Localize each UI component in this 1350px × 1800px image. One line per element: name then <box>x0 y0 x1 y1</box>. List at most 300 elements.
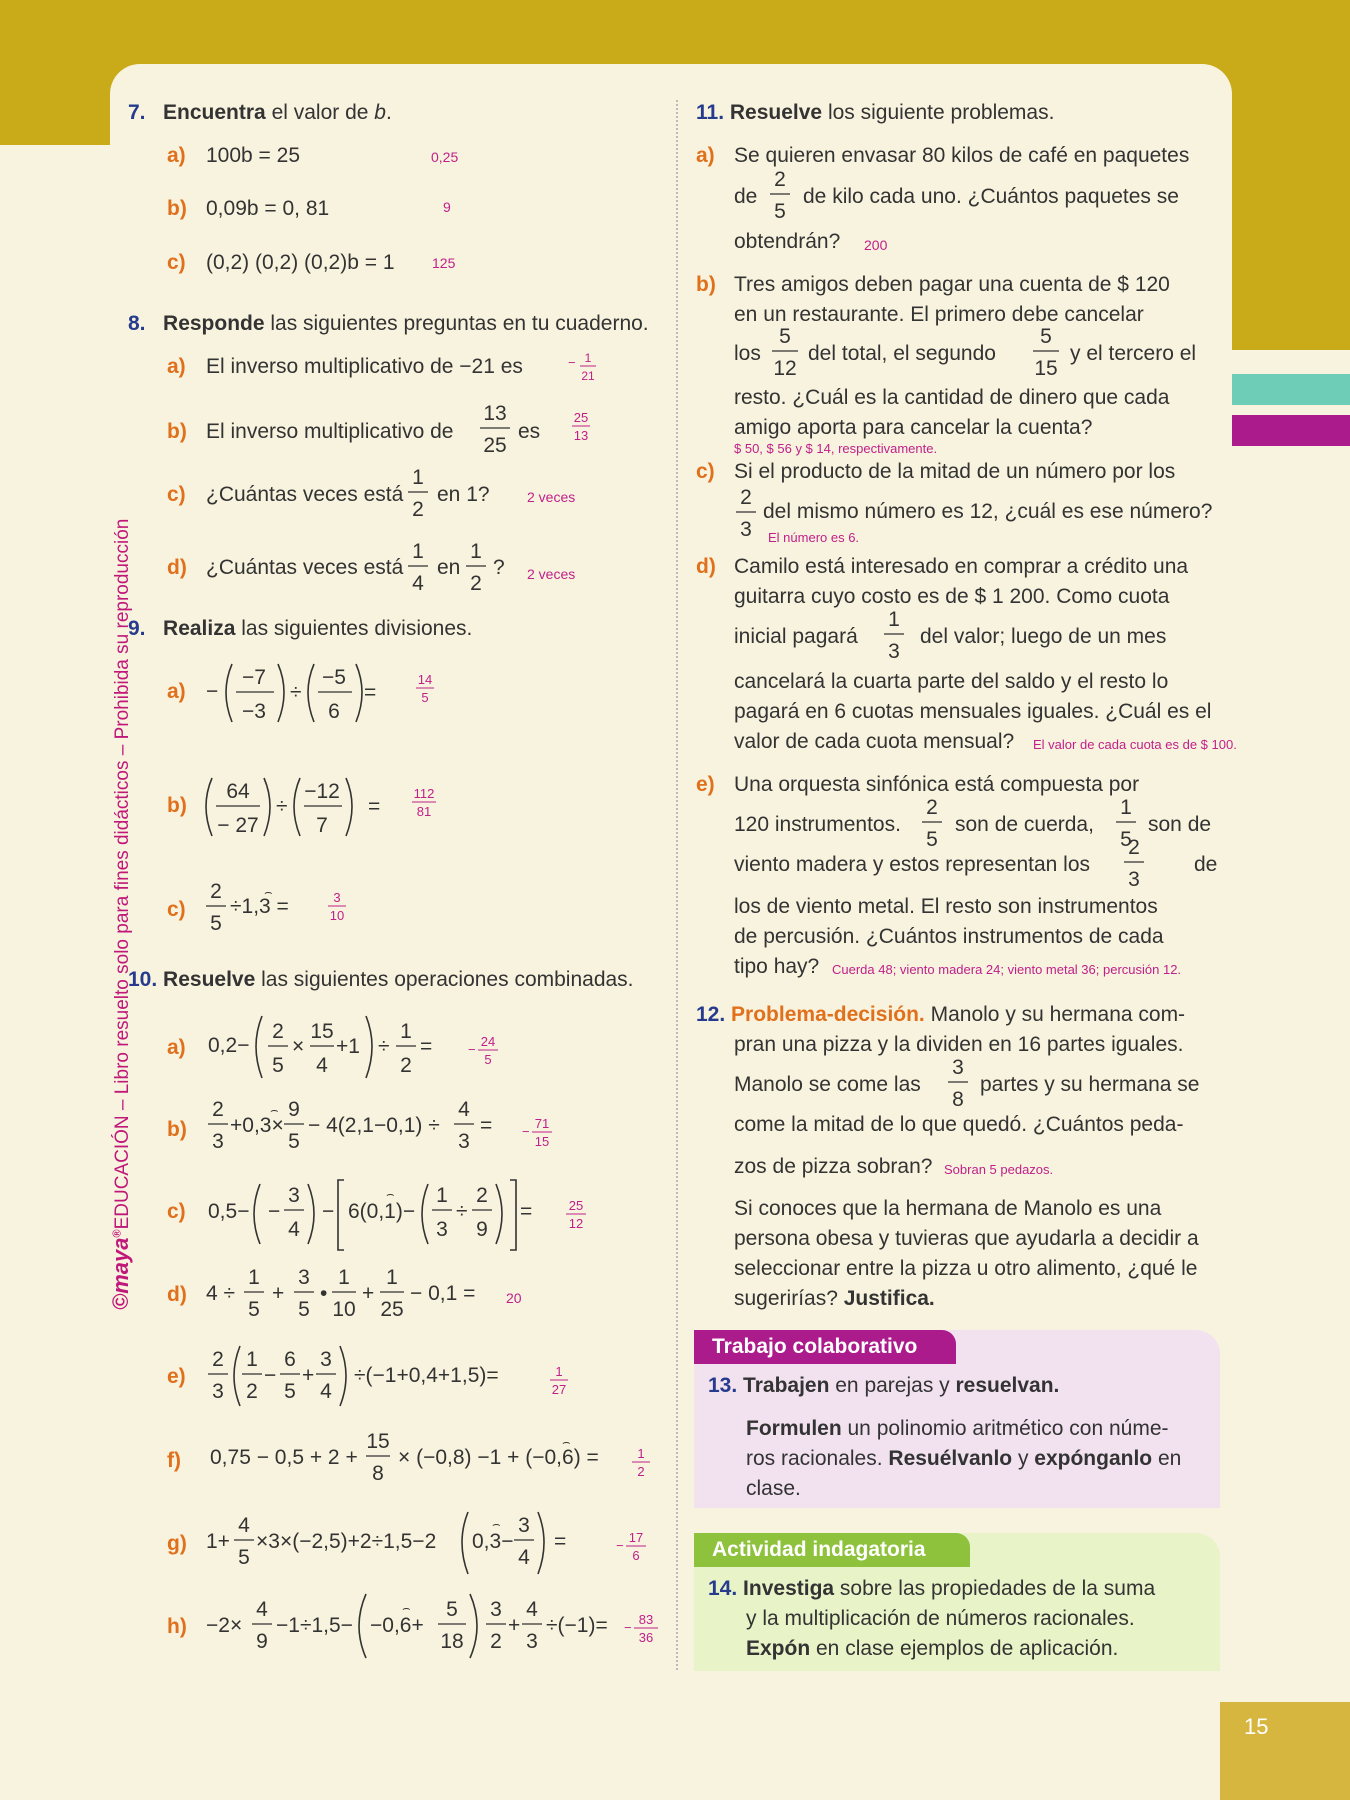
q10e-letter: e) <box>167 1365 186 1388</box>
q12-p2-line3: seleccionar entre la pizza u otro alimento, ¿qué le <box>734 1257 1198 1280</box>
svg-text:8: 8 <box>372 1462 384 1485</box>
q11e-line5: de percusión. ¿Cuántos instrumentos de cada <box>734 925 1164 948</box>
svg-text:5: 5 <box>446 1598 458 1621</box>
q11a-line3: obtendrán? <box>734 230 841 253</box>
q8d-answer: 2 veces <box>527 566 576 582</box>
svg-text:⌢: ⌢ <box>402 1600 411 1615</box>
q11d-line4: cancelará la cuarta parte del saldo y el resto lo <box>734 670 1169 693</box>
q10a-letter: a) <box>167 1036 186 1059</box>
svg-text:+: + <box>302 1364 315 1387</box>
q8c-answer: 2 veces <box>527 489 576 505</box>
svg-text:+: + <box>508 1614 521 1637</box>
q11c-line1: Si el producto de la mitad de un número por los <box>734 460 1176 483</box>
q10h-letter: h) <box>167 1615 187 1638</box>
q7a-answer: 0,25 <box>431 149 459 165</box>
q12-p2-line1: Si conoces que la hermana de Manolo es una <box>734 1197 1162 1220</box>
q8c-pre: ¿Cuántas veces está <box>206 483 404 506</box>
q9c-letter: c) <box>167 898 186 921</box>
svg-text:6: 6 <box>284 1348 296 1371</box>
svg-text:1: 1 <box>338 1266 350 1289</box>
q7c-expression: (0,2) (0,2) (0,2)b = 1 <box>206 251 395 274</box>
svg-text:18: 18 <box>440 1630 464 1653</box>
q11a-fraction <box>768 164 792 226</box>
svg-text:3: 3 <box>952 1056 964 1079</box>
svg-text:2: 2 <box>212 1348 224 1371</box>
q11c-fraction <box>734 482 758 544</box>
q11e-line3b: de <box>1194 853 1218 876</box>
q9-heading: 9. Realiza las siguientes divisiones. <box>128 617 473 640</box>
svg-text:⌢: ⌢ <box>386 1186 395 1201</box>
q11d-fraction <box>882 604 906 666</box>
svg-text:1: 1 <box>248 1266 260 1289</box>
q8d-post: ? <box>493 556 505 579</box>
q11e-fraction3 <box>1122 832 1146 894</box>
q10c-expression <box>206 1174 546 1254</box>
q8d-fraction1 <box>406 536 430 598</box>
svg-text:÷: ÷ <box>456 1200 468 1223</box>
svg-text:3: 3 <box>320 1348 332 1371</box>
q10h-expression <box>206 1588 626 1664</box>
q10b-expression <box>206 1094 506 1166</box>
svg-text:7: 7 <box>316 814 328 837</box>
svg-text:− 27: − 27 <box>217 814 259 837</box>
q12-answer: Sobran 5 pedazos. <box>944 1162 1054 1177</box>
svg-text:5: 5 <box>272 1054 284 1077</box>
q8b-fraction <box>478 398 512 460</box>
svg-text:6: 6 <box>632 1548 640 1563</box>
q12-line2: pran una pizza y la dividen en 16 partes iguales. <box>734 1033 1184 1056</box>
q11b-fraction1 <box>770 321 800 383</box>
svg-text:5: 5 <box>1120 828 1132 851</box>
q11c-letter: c) <box>696 460 715 483</box>
svg-text:27: 27 <box>551 1382 567 1397</box>
svg-text:÷: ÷ <box>378 1035 390 1058</box>
svg-text:6: 6 <box>328 700 340 723</box>
svg-text:13: 13 <box>573 428 589 443</box>
svg-text:25: 25 <box>573 410 589 425</box>
svg-text:81: 81 <box>416 804 432 819</box>
svg-text:3: 3 <box>212 1380 224 1403</box>
svg-text:4: 4 <box>238 1514 250 1537</box>
q11d-line2: guitarra cuyo costo es de $ 1 200. Como cuota <box>734 585 1170 608</box>
svg-text:3: 3 <box>526 1630 538 1653</box>
q11a-answer: 200 <box>864 237 888 253</box>
svg-text:÷(−1)=: ÷(−1)= <box>546 1614 608 1637</box>
svg-text:−3: −3 <box>242 700 266 723</box>
svg-text:5: 5 <box>926 828 938 851</box>
q8c-letter: c) <box>167 483 186 506</box>
q8b-letter: b) <box>167 420 187 443</box>
q10h-answer <box>622 1610 666 1650</box>
svg-text:1: 1 <box>470 540 482 563</box>
q12-line1: 12. Problema-decisión. Manolo y su hermana com- <box>696 1003 1186 1026</box>
q11e-line4: los de viento metal. El resto son instrumentos <box>734 895 1158 918</box>
q11e-answer: Cuerda 48; viento madera 24; viento metal 36; percusión 12. <box>832 962 1182 977</box>
q11b-fraction2 <box>1031 321 1061 383</box>
q12-fraction <box>946 1052 970 1114</box>
q10d-letter: d) <box>167 1283 187 1306</box>
q11e-fraction1 <box>920 792 944 854</box>
q10f-expression <box>210 1424 620 1494</box>
svg-text:2: 2 <box>400 1054 412 1077</box>
left-margin <box>0 145 110 1800</box>
svg-text:=: = <box>520 1200 533 1223</box>
svg-text:× (−0,8) −1 + (−0,6) =: × (−0,8) −1 + (−0,6) = <box>398 1446 599 1469</box>
q10g-letter: g) <box>167 1532 187 1555</box>
q14-line1: 14. Investiga sobre las propiedades de la suma <box>708 1577 1156 1600</box>
svg-text:−: − <box>322 1200 335 1223</box>
svg-text:−: − <box>624 1620 632 1635</box>
q11d-line3a: inicial pagará <box>734 625 858 648</box>
svg-text:=: = <box>554 1530 567 1553</box>
q13-line1: 13. Trabajen en parejas y resuelvan. <box>708 1374 1060 1397</box>
svg-text:8: 8 <box>952 1088 964 1111</box>
q11e-line2c: son de <box>1148 813 1212 836</box>
svg-text:4: 4 <box>458 1098 470 1121</box>
svg-text:1: 1 <box>386 1266 398 1289</box>
svg-text:2: 2 <box>412 498 424 521</box>
q11b-line4: resto. ¿Cuál es la cantidad de dinero que cada <box>734 386 1170 409</box>
svg-text:15: 15 <box>310 1020 334 1043</box>
q9a-expression <box>204 656 384 728</box>
q9a-letter: a) <box>167 680 186 703</box>
svg-text:1: 1 <box>555 1364 563 1379</box>
q10g-answer <box>614 1528 654 1568</box>
q8d-letter: d) <box>167 556 187 579</box>
q11e-letter: e) <box>696 773 715 796</box>
q7b-answer: 9 <box>443 199 451 215</box>
svg-text:5: 5 <box>484 1052 492 1067</box>
q13-line3: ros racionales. Resuélvanlo y expónganlo en <box>746 1447 1182 1470</box>
svg-text:1+: 1+ <box>206 1530 230 1553</box>
q9c-expression <box>204 876 304 942</box>
svg-text:÷: ÷ <box>276 795 288 818</box>
q8b-pre: El inverso multiplicativo de <box>206 420 454 443</box>
svg-text:−0,6+: −0,6+ <box>370 1614 424 1637</box>
page-number: 15 <box>1244 1714 1269 1739</box>
q12-line3a: Manolo se come las <box>734 1073 921 1096</box>
q11b-line1: Tres amigos deben pagar una cuenta de $ 120 <box>734 273 1170 296</box>
svg-text:÷: ÷ <box>290 681 302 704</box>
svg-text:5: 5 <box>248 1298 260 1321</box>
teal-tab <box>1232 374 1350 405</box>
svg-text:3: 3 <box>298 1266 310 1289</box>
svg-text:5: 5 <box>774 200 786 223</box>
q10g-expression <box>206 1506 596 1580</box>
q7c-letter: c) <box>167 251 186 274</box>
svg-text:1: 1 <box>412 540 424 563</box>
q8d-mid: en <box>437 556 461 579</box>
q11c-line2: del mismo número es 12, ¿cuál es ese número? <box>763 500 1213 523</box>
svg-text:15: 15 <box>1034 357 1058 380</box>
q11e-line1: Una orquesta sinfónica está compuesta por <box>734 773 1140 796</box>
svg-text:−: − <box>264 1364 277 1387</box>
svg-text:2: 2 <box>476 1184 488 1207</box>
q7b-expression: 0,09b = 0, 81 <box>206 197 330 220</box>
q11a-line2b: de kilo cada uno. ¿Cuántos paquetes se <box>803 185 1179 208</box>
svg-text:2: 2 <box>774 168 786 191</box>
svg-text:9: 9 <box>476 1218 488 1241</box>
q10e-expression <box>206 1340 526 1412</box>
svg-text:−7: −7 <box>242 666 266 689</box>
svg-text:10: 10 <box>329 908 345 923</box>
svg-text:=: = <box>480 1114 493 1137</box>
q11a-letter: a) <box>696 144 715 167</box>
q8a-answer <box>566 346 606 386</box>
svg-text:1: 1 <box>1120 796 1132 819</box>
svg-text:1: 1 <box>637 1446 645 1461</box>
svg-text:−: − <box>206 680 219 703</box>
q11e-line2b: son de cuerda, <box>955 813 1094 836</box>
q9b-expression <box>200 770 390 842</box>
page-number-box <box>1220 1702 1350 1800</box>
q10c-answer <box>562 1196 596 1236</box>
q14-line2: y la multiplicación de números racionales. <box>746 1607 1135 1630</box>
q8a-text: El inverso multiplicativo de −21 es <box>206 355 523 378</box>
svg-text:⌢: ⌢ <box>492 1516 501 1531</box>
svg-text:=: = <box>364 681 377 704</box>
svg-text:2: 2 <box>272 1020 284 1043</box>
q11b-line3a: los <box>734 342 761 365</box>
svg-text:9: 9 <box>256 1630 268 1653</box>
q11d-line5: pagará en 6 cuotas mensuales iguales. ¿Cuál es el <box>734 700 1212 723</box>
copyright-sidebar: ©maya®EDUCACIÓN – Libro resuelto solo para fines didácticos – Prohibida su reproducción <box>108 518 133 1310</box>
svg-text:3: 3 <box>740 518 752 541</box>
svg-text:3: 3 <box>458 1130 470 1153</box>
q11d-line1: Camilo está interesado en comprar a crédito una <box>734 555 1189 578</box>
q11b-line3c: y el tercero el <box>1070 342 1197 365</box>
svg-text:15: 15 <box>366 1430 390 1453</box>
svg-text:−: − <box>522 1124 530 1139</box>
svg-text:=: = <box>368 795 381 818</box>
svg-text:2: 2 <box>246 1380 258 1403</box>
svg-text:3: 3 <box>490 1598 502 1621</box>
svg-text:÷(−1+0,4+1,5)=: ÷(−1+0,4+1,5)= <box>354 1364 499 1387</box>
svg-text:+1: +1 <box>336 1035 360 1058</box>
q9b-letter: b) <box>167 794 187 817</box>
q11b-line2: en un restaurante. El primero debe cancelar <box>734 303 1144 326</box>
svg-text:+0,3×: +0,3× <box>230 1114 284 1137</box>
svg-text:2: 2 <box>1128 836 1140 859</box>
svg-text:3: 3 <box>888 640 900 663</box>
q10b-letter: b) <box>167 1118 187 1141</box>
svg-text:1: 1 <box>436 1184 448 1207</box>
q11e-line6: tipo hay? <box>734 955 820 978</box>
svg-text:4: 4 <box>256 1598 268 1621</box>
q12-p2-line2: persona obesa y tuvieras que ayudarla a decidir a <box>734 1227 1199 1250</box>
svg-text:−5: −5 <box>322 666 346 689</box>
q8c-fraction <box>406 462 430 524</box>
svg-text:1: 1 <box>246 1348 258 1371</box>
svg-text:3: 3 <box>288 1184 300 1207</box>
svg-text:3: 3 <box>333 890 341 905</box>
svg-text:10: 10 <box>332 1298 356 1321</box>
q13-line2: Formulen un polinomio aritmético con núme- <box>746 1417 1169 1440</box>
q12-line3b: partes y su hermana se <box>980 1073 1200 1096</box>
svg-text:1: 1 <box>400 1020 412 1043</box>
collab-header: Trabajo colaborativo <box>694 1330 956 1364</box>
q11e-line3a: viento madera y estos representan los <box>734 853 1091 876</box>
svg-text:=: = <box>420 1035 433 1058</box>
svg-text:4: 4 <box>526 1598 538 1621</box>
q10-heading: 10. Resuelve las siguientes operaciones combinadas. <box>128 968 634 991</box>
svg-text:0,75 − 0,5 + 2 +: 0,75 − 0,5 + 2 + <box>210 1446 358 1469</box>
q11b-letter: b) <box>696 273 716 296</box>
q10d-answer: 20 <box>506 1290 522 1306</box>
q8b-post: es <box>518 420 541 443</box>
svg-text:25: 25 <box>483 434 507 457</box>
svg-text:2: 2 <box>212 1098 224 1121</box>
svg-text:− 0,1 =: − 0,1 = <box>410 1282 476 1305</box>
q12-line5: zos de pizza sobran? <box>734 1155 933 1178</box>
svg-text:−: − <box>568 355 576 370</box>
svg-text:25: 25 <box>568 1198 584 1213</box>
svg-text:112: 112 <box>413 786 435 801</box>
q7b-letter: b) <box>167 197 187 220</box>
q8a-letter: a) <box>167 355 186 378</box>
svg-text:4 ÷: 4 ÷ <box>206 1282 236 1305</box>
svg-text:⌢: ⌢ <box>264 884 273 899</box>
svg-text:14: 14 <box>417 672 433 687</box>
svg-text:25: 25 <box>380 1298 404 1321</box>
svg-text:6(0,1)−: 6(0,1)− <box>348 1200 416 1223</box>
svg-text:24: 24 <box>480 1034 496 1049</box>
svg-text:4: 4 <box>518 1546 530 1569</box>
q7c-answer: 125 <box>432 255 456 271</box>
q11c-answer: El número es 6. <box>768 530 860 545</box>
svg-text:5: 5 <box>779 325 791 348</box>
q9a-answer <box>412 670 442 710</box>
svg-text:−12: −12 <box>304 780 340 803</box>
q8-heading: 8. Responde las siguientes preguntas en tu cuaderno. <box>128 312 649 335</box>
q8c-post: en 1? <box>437 483 490 506</box>
svg-text:13: 13 <box>483 402 507 425</box>
right-margin <box>1232 350 1350 1800</box>
svg-text:÷1,3 =: ÷1,3 = <box>230 895 289 918</box>
svg-text:−: − <box>468 1042 476 1057</box>
svg-text:64: 64 <box>226 780 250 803</box>
q12-p2-line4: sugerirías? Justifica. <box>734 1287 935 1310</box>
q11e-line2a: 120 instrumentos. <box>734 813 901 836</box>
svg-text:83: 83 <box>638 1612 654 1627</box>
svg-text:4: 4 <box>320 1380 332 1403</box>
q8d-pre: ¿Cuántas veces está <box>206 556 404 579</box>
svg-text:2: 2 <box>210 880 222 903</box>
svg-text:5: 5 <box>288 1130 300 1153</box>
svg-text:5: 5 <box>298 1298 310 1321</box>
q10e-answer <box>546 1362 576 1402</box>
svg-text:5: 5 <box>284 1380 296 1403</box>
q10b-answer <box>520 1114 560 1154</box>
q10d-expression <box>206 1262 486 1328</box>
svg-text:1: 1 <box>412 466 424 489</box>
svg-text:4: 4 <box>316 1054 328 1077</box>
svg-text:5: 5 <box>1040 325 1052 348</box>
magenta-tab <box>1232 415 1350 446</box>
svg-text:−1÷1,5−: −1÷1,5− <box>276 1614 353 1637</box>
q7a-expression: 100b = 25 <box>206 144 301 167</box>
svg-text:2: 2 <box>926 796 938 819</box>
q7a-letter: a) <box>167 144 186 167</box>
svg-text:− 4(2,1−0,1) ÷: − 4(2,1−0,1) ÷ <box>308 1114 440 1137</box>
q11a-line1: Se quieren envasar 80 kilos de café en paquetes <box>734 144 1190 167</box>
q10a-expression <box>206 1010 446 1082</box>
svg-text:5: 5 <box>238 1546 250 1569</box>
svg-text:⌢: ⌢ <box>270 1102 279 1117</box>
svg-text:+: + <box>272 1282 285 1305</box>
q11-heading: 11. Resuelve los siguiente problemas. <box>696 101 1055 124</box>
svg-text:1: 1 <box>584 351 592 365</box>
svg-text:0,2−: 0,2− <box>208 1034 250 1057</box>
svg-text:−2×: −2× <box>206 1614 243 1637</box>
svg-text:17: 17 <box>628 1530 644 1545</box>
svg-text:2: 2 <box>740 486 752 509</box>
q11a-line2a: de <box>734 185 758 208</box>
q11b-line3b: del total, el segundo <box>808 342 996 365</box>
q11d-line3b: del valor; luego de un mes <box>920 625 1167 648</box>
svg-text:×: × <box>292 1035 305 1058</box>
svg-text:1: 1 <box>888 608 900 631</box>
q13-line4: clase. <box>746 1477 801 1500</box>
q7-heading: 7. Encuentra el valor de b. <box>128 101 392 124</box>
q11b-line5: amigo aporta para cancelar la cuenta? <box>734 416 1093 439</box>
svg-text:×3×(−2,5)+2÷1,5−2: ×3×(−2,5)+2÷1,5−2 <box>256 1530 437 1553</box>
svg-text:⌢: ⌢ <box>562 1434 571 1449</box>
q14-line3: Expón en clase ejemplos de aplicación. <box>746 1637 1119 1660</box>
svg-text:71: 71 <box>534 1116 550 1131</box>
svg-text:0,5−: 0,5− <box>208 1200 250 1223</box>
svg-text:4: 4 <box>412 572 424 595</box>
svg-text:5: 5 <box>210 912 222 935</box>
q10f-answer <box>628 1444 658 1484</box>
svg-text:2: 2 <box>637 1464 645 1479</box>
svg-text:3: 3 <box>436 1218 448 1241</box>
svg-text:+: + <box>362 1282 375 1305</box>
inquiry-header: Actividad indagatoria <box>694 1533 970 1567</box>
q10c-letter: c) <box>167 1200 186 1223</box>
svg-text:9: 9 <box>288 1098 300 1121</box>
svg-text:3: 3 <box>212 1130 224 1153</box>
q10f-letter: f) <box>167 1449 181 1472</box>
svg-text:•: • <box>320 1282 328 1305</box>
q11b-answer: $ 50, $ 56 y $ 14, respectivamente. <box>734 441 938 456</box>
q11d-letter: d) <box>696 555 716 578</box>
q9b-answer <box>408 784 442 824</box>
svg-text:2: 2 <box>490 1630 502 1653</box>
q8d-fraction2 <box>464 536 488 598</box>
svg-text:21: 21 <box>581 369 595 383</box>
column-divider <box>676 100 678 1670</box>
svg-text:4: 4 <box>288 1218 300 1241</box>
q11d-line6: valor de cada cuota mensual? <box>734 730 1015 753</box>
svg-text:12: 12 <box>568 1216 584 1231</box>
svg-text:3: 3 <box>518 1514 530 1537</box>
q12-line4: come la mitad de lo que quedó. ¿Cuántos peda- <box>734 1113 1184 1136</box>
svg-text:36: 36 <box>638 1630 654 1645</box>
svg-text:−: − <box>616 1538 624 1553</box>
svg-text:15: 15 <box>534 1134 550 1149</box>
svg-text:2: 2 <box>470 572 482 595</box>
svg-text:5: 5 <box>421 690 429 705</box>
svg-text:−: − <box>268 1200 281 1223</box>
q11d-answer: El valor de cada cuota es de $ 100. <box>1033 737 1237 752</box>
svg-text:12: 12 <box>773 357 797 380</box>
svg-text:0,3−: 0,3− <box>472 1530 514 1553</box>
q9c-answer <box>324 888 354 928</box>
q10a-answer <box>466 1032 506 1072</box>
svg-text:3: 3 <box>1128 868 1140 891</box>
q8b-answer <box>568 408 598 448</box>
